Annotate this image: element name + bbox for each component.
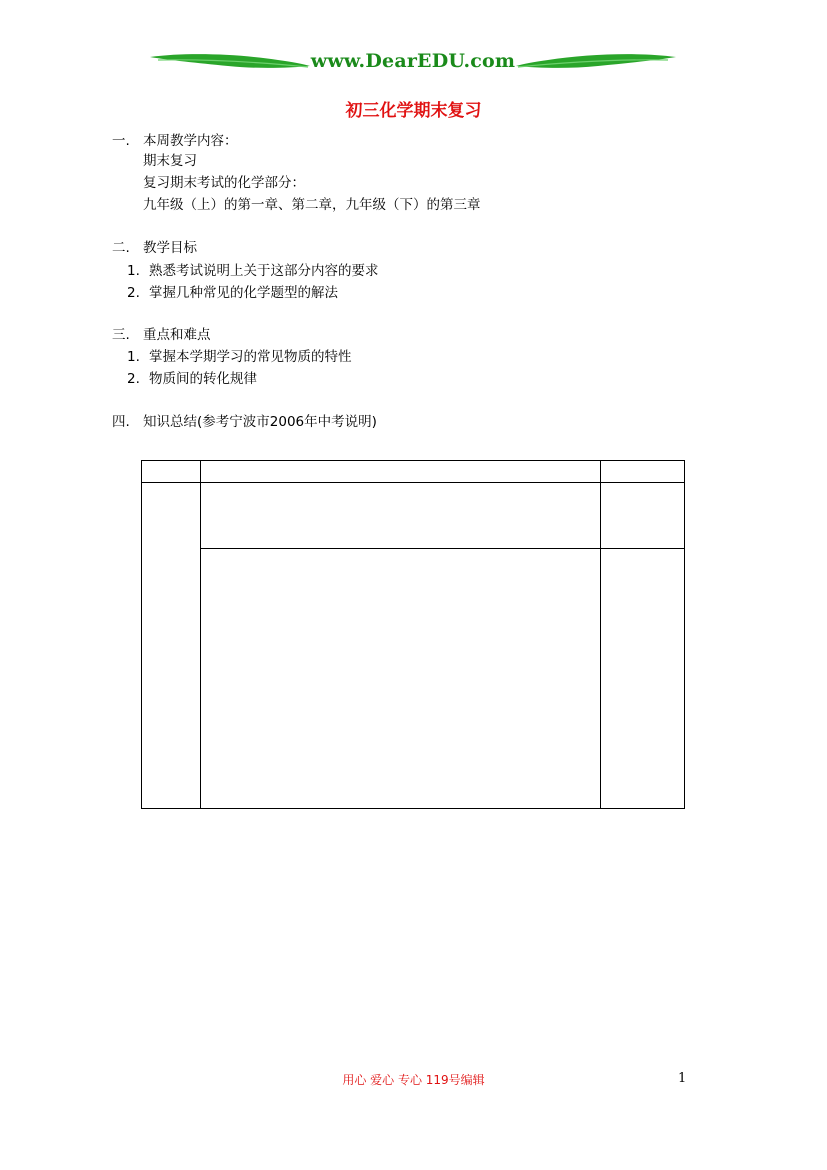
section-4-number: 四. (112, 414, 130, 430)
section-1-line: 九年级（上）的第一章、第二章，九年级（下）的第三章 (143, 197, 481, 213)
table-cell (142, 483, 201, 809)
list-item: 掌握几种常见的化学题型的解法 (149, 285, 338, 301)
list-item: 物质间的转化规律 (149, 371, 257, 387)
table-cell (201, 549, 601, 809)
list-item-number: 1. (127, 349, 140, 365)
section-4-heading: 知识总结(参考宁波市2006年中考说明) (143, 414, 377, 430)
table-row (142, 549, 685, 809)
section-3-number: 三. (112, 327, 130, 343)
section-2-number: 二. (112, 240, 130, 256)
table-cell (142, 461, 201, 483)
page-number: 1 (678, 1071, 687, 1086)
table-cell (201, 461, 601, 483)
list-item: 熟悉考试说明上关于这部分内容的要求 (149, 263, 379, 279)
table-row (142, 483, 685, 549)
table-row (142, 461, 685, 483)
table-cell (201, 483, 601, 549)
list-item-number: 2. (127, 285, 140, 301)
section-1-line: 期末复习 (143, 153, 197, 169)
list-item: 掌握本学期学习的常见物质的特性 (149, 349, 352, 365)
section-1-line: 复习期末考试的化学部分： (143, 175, 305, 191)
footer-slogan: 用心 爱心 专心 119号编辑 (342, 1073, 485, 1087)
table-cell (601, 483, 685, 549)
section-2-heading: 教学目标 (143, 240, 197, 256)
list-item-number: 2. (127, 371, 140, 387)
site-name: www.DearEDU.com (310, 50, 516, 72)
site-logo (148, 48, 678, 78)
list-item-number: 1. (127, 263, 140, 279)
section-1-heading: 本周教学内容： (143, 133, 238, 149)
section-3-heading: 重点和难点 (143, 327, 211, 343)
page-title: 初三化学期末复习 (345, 101, 482, 121)
table-cell (601, 461, 685, 483)
table-cell (601, 549, 685, 809)
knowledge-summary-table (141, 460, 685, 809)
section-1-number: 一. (112, 133, 130, 149)
